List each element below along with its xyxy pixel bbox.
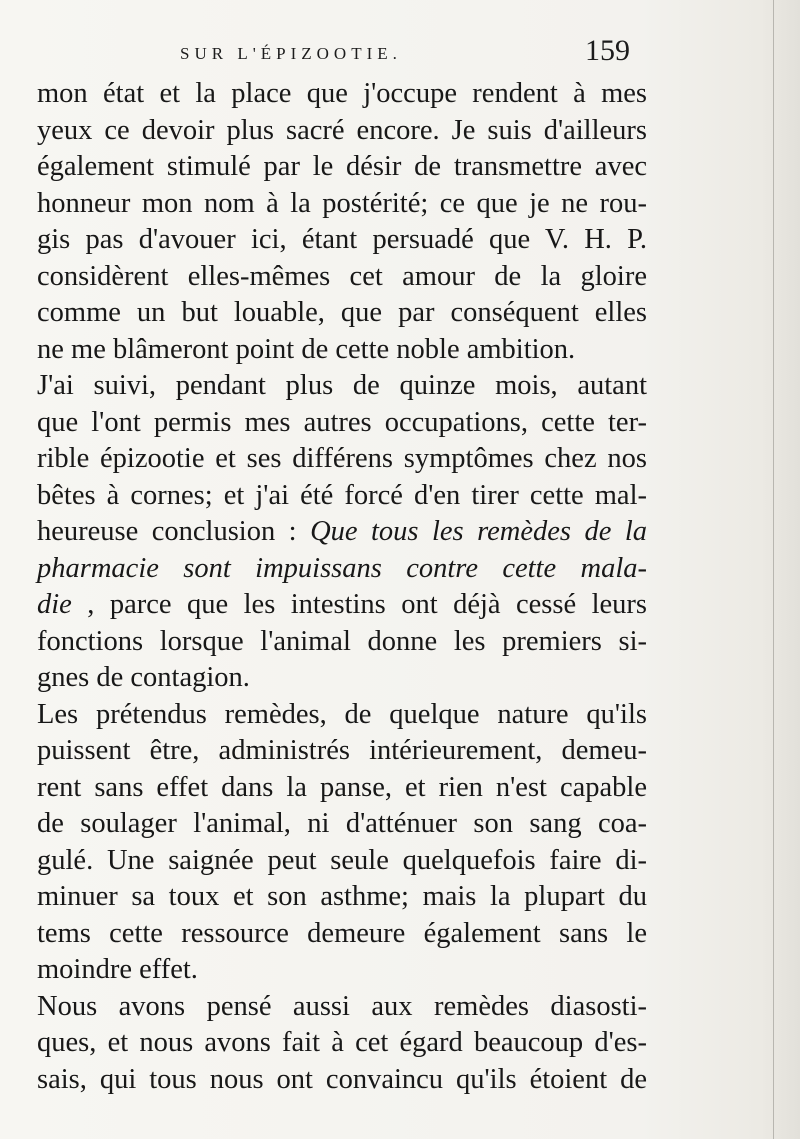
text-line: Nous avons pensé aussi aux remèdes diasosti- <box>37 990 647 1022</box>
text-line: sais, qui tous nous ont convaincu qu'ils étoient de <box>37 1063 647 1095</box>
text-line: puissent être, administrés intérieurement, demeu- <box>37 735 647 766</box>
running-title: SUR L'ÉPIZOOTIE. <box>180 44 402 63</box>
text-fragment: , parce que les intestins ont déjà cessé leurs <box>71 589 647 620</box>
text-line: de soulager l'animal, ni d'atténuer son sang coa- <box>37 808 647 839</box>
text-line: moindre effet. <box>37 954 198 985</box>
text-fragment: heureuse conclusion : <box>37 516 311 547</box>
paragraph-3 <box>37 697 647 989</box>
text-line: Les prétendus remèdes, de quelque nature qu'ils <box>37 698 647 730</box>
text-line: également stimulé par le désir de transmettre avec <box>37 151 647 182</box>
body-text <box>37 76 647 1098</box>
text-line: yeux ce devoir plus sacré encore. Je suis d'ailleurs <box>37 114 647 146</box>
text-line-mixed <box>37 587 647 624</box>
paragraph-4 <box>37 989 647 1099</box>
paragraph-2 <box>37 368 647 697</box>
text-line: fonctions lorsque l'animal donne les premiers si- <box>37 625 647 657</box>
text-line: considèrent elles-mêmes cet amour de la gloire <box>37 260 647 292</box>
text-line-mixed <box>37 514 647 551</box>
italic-line: pharmacie sont impuissans contre cette mala- <box>37 552 647 584</box>
text-line: mon état et la place que j'occupe rendent à mes <box>37 78 647 109</box>
italic-fragment: Que tous les remèdes de la <box>310 516 647 547</box>
page-header <box>180 34 640 74</box>
text-line: J'ai suivi, pendant plus de quinze mois, autant <box>37 370 647 401</box>
text-line: gis pas d'avouer ici, étant persuadé que V. H. P. <box>37 224 647 255</box>
page-number: 159 <box>585 34 630 67</box>
text-line: que l'ont permis mes autres occupations, cette ter- <box>37 406 647 438</box>
text-line: ne me blâmeront point de cette noble ambition. <box>37 333 576 365</box>
text-line: rent sans effet dans la panse, et rien n'est capable <box>37 771 647 803</box>
page-edge <box>773 0 774 1139</box>
text-line: minuer sa toux et son asthme; mais la plupart du <box>37 881 647 912</box>
text-line: gnes de contagion. <box>37 662 250 693</box>
text-line: ques, et nous avons fait à cet égard beaucoup d'es- <box>37 1027 647 1058</box>
italic-fragment: die <box>37 589 72 620</box>
text-line: gulé. Une saignée peut seule quelquefois faire di- <box>37 844 647 876</box>
paragraph-1 <box>37 76 647 368</box>
text-line: bêtes à cornes; et j'ai été forcé d'en tirer cette mal- <box>37 479 647 511</box>
text-line: tems cette ressource demeure également sans le <box>37 917 647 949</box>
text-line: rible épizootie et ses différens symptômes chez nos <box>37 443 647 474</box>
text-line: comme un but louable, que par conséquent elles <box>37 297 647 328</box>
text-line: honneur mon nom à la postérité; ce que je ne rou- <box>37 187 647 219</box>
